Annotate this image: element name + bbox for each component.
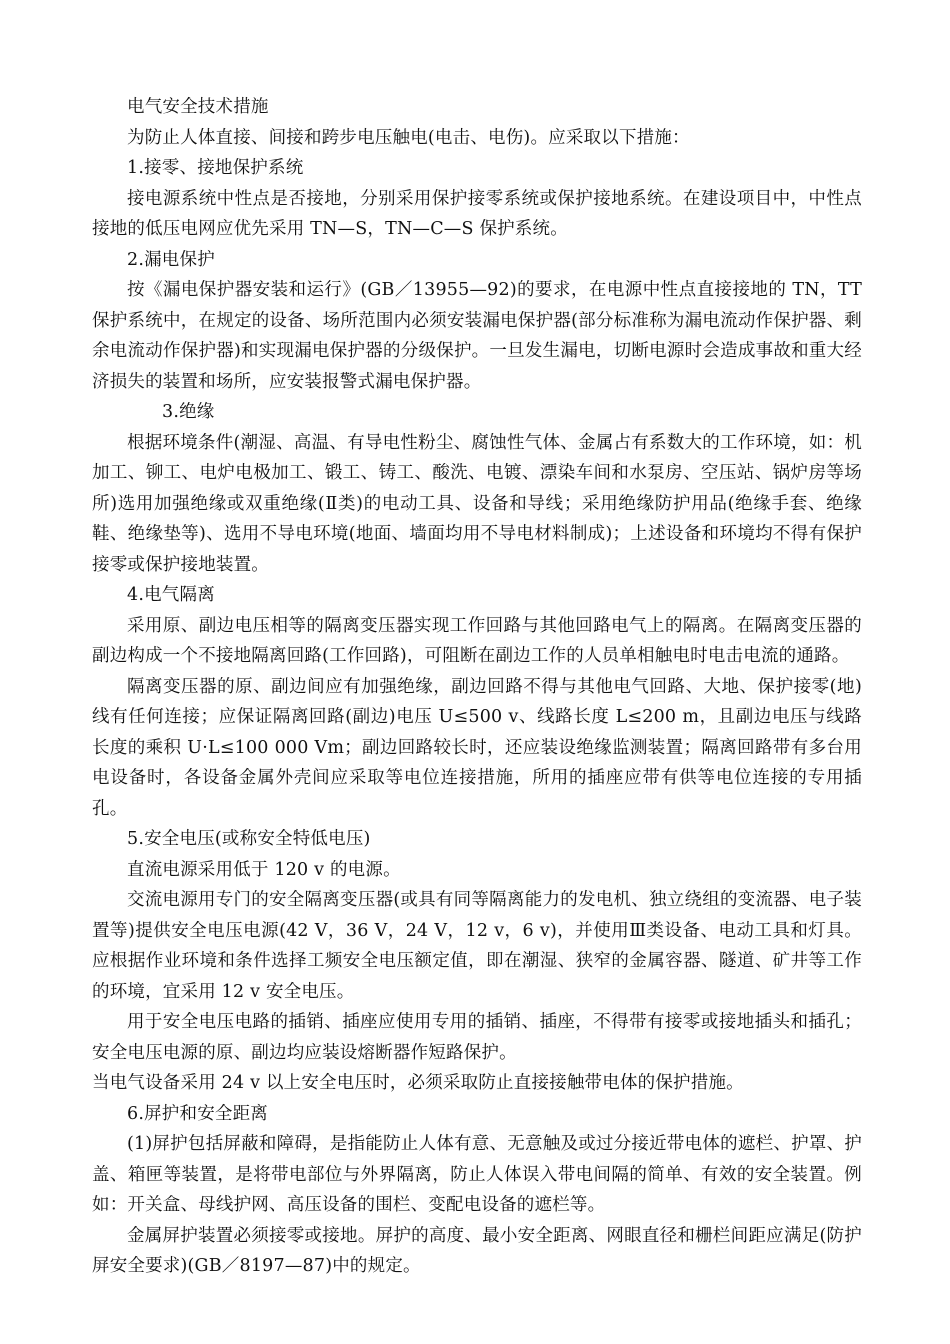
document-title: 电气安全技术措施 (127, 97, 269, 117)
section-5-paragraph-2: 交流电源用专门的安全隔离变压器(或具有同等隔离能力的发电机、独立绕组的变流器、电子装置等)提供安全电压电源(42 V，36 V，24 V，12 v，6 v)，并使用Ⅲ类设备、电动工具和灯具。应根据作业环境和条件选择工频安全电压额定值，即在潮湿、狭窄的金属容器、隧道、矿井等工作的环境，宜采用 12 v 安全电压。 (92, 890, 862, 1002)
section-3-paragraph: 根据环境条件(潮湿、高温、有导电性粉尘、腐蚀性气体、金属占有系数大的工作环境，如：机加工、铆工、电炉电极加工、锻工、铸工、酸洗、电镀、漂染车间和水泵房、空压站、锅炉房等场所)选用加强绝缘或双重绝缘(Ⅱ类)的电动工具、设备和导线；采用绝缘防护用品(绝缘手套、绝缘鞋、绝缘垫等)、选用不导电环境(地面、墙面均用不导电材料制成)；上述设备和环境均不得有保护接零或保护接地装置。 (92, 432, 862, 575)
section-4-paragraph-2: 隔离变压器的原、副边间应有加强绝缘，副边回路不得与其他电气回路、大地、保护接零(地)线有任何连接；应保证隔离回路(副边)电压 U≤500 v、线路长度 L≤200 m，且副边电压与线路长度的乘积 U·L≤100 000 Vm；副边回路较长时，还应装设绝缘监测装置；隔离回路带有多台用电设备时，各设备金属外壳间应采取等电位连接措施，所用的插座应带有供等电位连接的专用插孔。 (92, 676, 862, 819)
section-6-paragraph-1: (1)屏护包括屏蔽和障碍，是指能防止人体有意、无意触及或过分接近带电体的遮栏、护罩、护盖、箱匣等装置，是将带电部位与外界隔离，防止人体误入带电间隔的简单、有效的安全装置。例如：开关盒、母线护网、高压设备的围栏、变配电设备的遮栏等。 (92, 1134, 862, 1215)
section-2-paragraph: 按《漏电保护器安装和运行》(GB／13955—92)的要求，在电源中性点直接接地的 TN，TT 保护系统中，在规定的设备、场所范围内必须安装漏电保护器(部分标准称为漏电流动作保护器、剩余电流动作保护器)和实现漏电保护器的分级保护。一旦发生漏电，切断电源时会造成事故和重大经济损失的装置和场所，应安装报警式漏电保护器。 (92, 280, 862, 392)
section-heading-1: 1.接零、接地保护系统 (127, 158, 304, 178)
section-6-paragraph-2: 金属屏护装置必须接零或接地。屏护的高度、最小安全距离、网眼直径和栅栏间距应满足(防护屏安全要求)(GB／8197—87)中的规定。 (92, 1225, 862, 1276)
section-5-paragraph-1: 直流电源采用低于 120 v 的电源。 (127, 859, 401, 880)
intro-paragraph: 为防止人体直接、间接和跨步电压触电(电击、电伤)。应采取以下措施： (127, 127, 690, 148)
section-5-paragraph-3: 用于安全电压电路的插销、插座应使用专用的插销、插座，不得带有接零或接地插头和插孔；安全电压电源的原、副边均应装设熔断器作短路保护。 (92, 1012, 862, 1063)
section-1-paragraph: 接电源系统中性点是否接地，分别采用保护接零系统或保护接地系统。在建设项目中，中性点接地的低压电网应优先采用 TN—S，TN—C—S 保护系统。 (92, 188, 862, 239)
document-page (92, 92, 862, 1282)
section-heading-3: 3.绝缘 (162, 402, 215, 422)
section-heading-5: 5.安全电压(或称安全特低电压) (127, 829, 371, 849)
section-heading-6: 6.屏护和安全距离 (127, 1103, 268, 1124)
section-4-paragraph-1: 采用原、副边电压相等的隔离变压器实现工作回路与其他回路电气上的隔离。在隔离变压器的副边构成一个不接地隔离回路(工作回路)，可阻断在副边工作的人员单相触电时电击电流的通路。 (92, 615, 862, 666)
section-heading-4: 4.电气隔离 (127, 585, 215, 605)
section-5-unindented-paragraph: 当电气设备采用 24 v 以上安全电压时，必须采取防止直接接触带电体的保护措施。 (92, 1073, 744, 1093)
section-heading-2: 2.漏电保护 (127, 249, 215, 270)
